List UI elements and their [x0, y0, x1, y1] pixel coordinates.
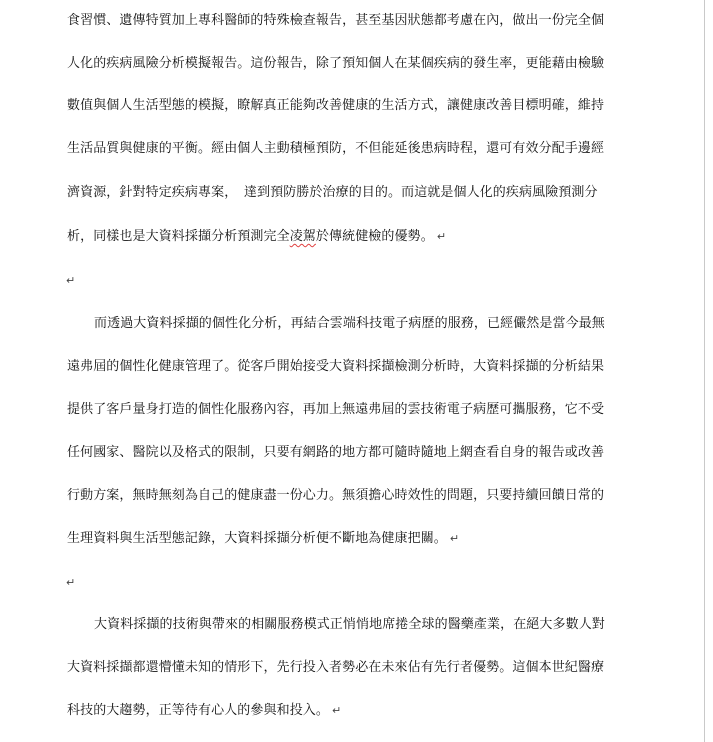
paragraph-mark-icon: ↵ — [66, 274, 76, 287]
paragraph-mark-icon: ↵ — [66, 576, 76, 589]
body-text-line: 生活品質與健康的平衡。經由個人主動積極預防，不但能延後患病時程，還可有效分配手邊經 — [67, 141, 605, 156]
body-text-line: 任何國家、醫院以及格式的限制，只要有網路的地方都可隨時隨地上網查看自身的報告或改善 — [67, 445, 605, 460]
body-text-line: 數值與個人生活型態的模擬，瞭解真正能夠改善健康的生活方式，讓健康改善目標明確，維持 — [67, 98, 605, 113]
body-text-line: 遠弗屆的個性化健康管理了。從客戶開始接受大資料採擷檢測分析時，大資料採擷的分析結果 — [67, 359, 605, 374]
body-text-line — [67, 530, 459, 548]
body-text-line: 食習慣、遺傳特質加上專科醫師的特殊檢查報告，甚至基因狀態都考慮在內，做出一份完全個 — [67, 13, 605, 28]
body-text-line: 提供了客戶量身打造的個性化服務內容，再加上無遠弗屆的雲技術電子病歷可攜服務，它不受 — [67, 402, 605, 417]
body-text-line: 濟資源，針對特定疾病專案， 達到預防勝於治療的目的。而這就是個人化的疾病風險預測分 — [67, 185, 598, 200]
spelling-flagged-word[interactable]: 凌駕 — [289, 229, 316, 244]
paragraph-mark-icon: ↵ — [436, 230, 447, 243]
text-segment: 析，同樣也是大資料採擷分析預測完全 — [67, 229, 290, 244]
paragraph-mark-icon: ↵ — [449, 532, 460, 545]
paragraph-mark-icon: ↵ — [332, 704, 342, 717]
body-text-line: 大資料採擷的技術與帶來的相關服務模式正悄悄地席捲全球的醫藥產業，在絕大多數人對 — [94, 617, 605, 632]
text-segment: 科技的大趨勢，正等待有心人的參與和投入。 — [67, 703, 330, 718]
body-text-line — [67, 702, 341, 720]
body-text-line: 行動方案，無時無刻為自己的健康盡一份心力。無須擔心時效性的問題，只要持續回饋日常的 — [67, 488, 605, 503]
body-text-line: 而透過大資料採擷的個性化分析，再結合雲端科技電子病歷的服務，已經儼然是當今最無 — [94, 316, 605, 331]
text-segment: 於傳統健檢的優勢。 — [315, 229, 434, 244]
text-segment: 生理資料與生活型態記錄，大資料採擷分析便不斷地為健康把關。 — [67, 531, 447, 546]
body-text-line — [67, 228, 446, 246]
body-text-line: 大資料採擷都還懵懂未知的情形下，先行投入者勢必在未來佔有先行者優勢。這個本世紀醫療 — [67, 660, 605, 675]
body-text-line: 人化的疾病風險分析模擬報告。這份報告，除了預知個人在某個疾病的發生率，更能藉由檢驗 — [67, 56, 605, 71]
